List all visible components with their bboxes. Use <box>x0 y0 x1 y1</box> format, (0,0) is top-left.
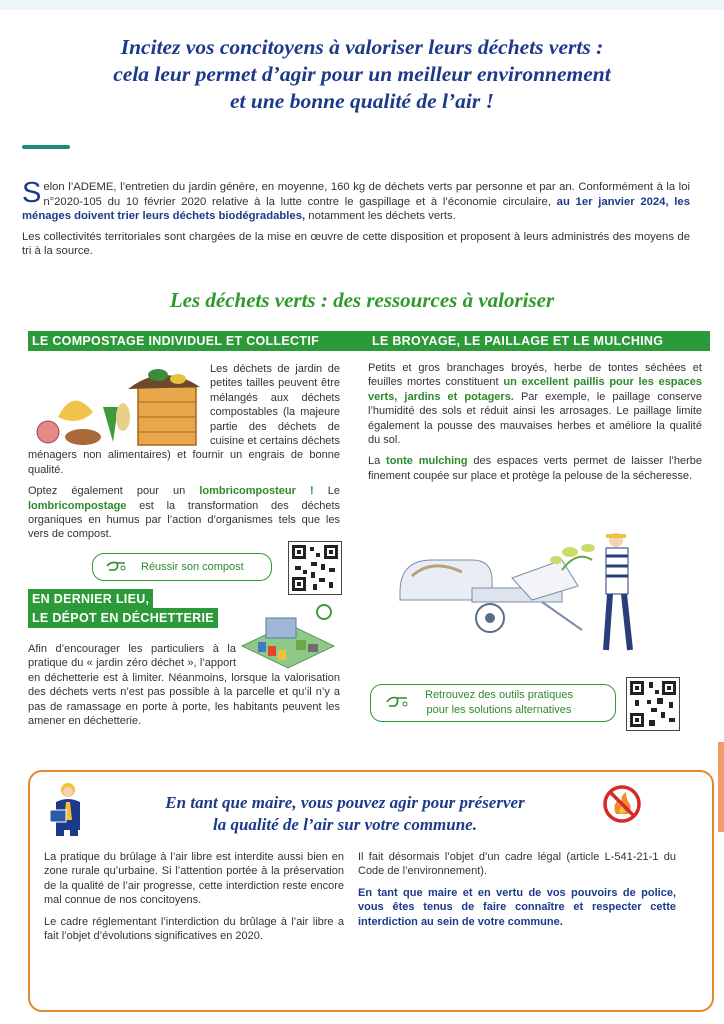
maire-left-text: La pratique du brûlage à l’air libre est interdite aussi bien en zone rurale qu’urbaine. Si l’attention portée à la préservation de la qualité de l’air progresse, cette interdiction reste encore mal connue de nos concitoyens. Le cadre réglementant l’interdiction du brûlage à l’air libre a fait l’objet d’évolutions significatives en 2020. <box>44 851 344 943</box>
tools-link-label-2: pour les solutions alternatives <box>426 704 572 716</box>
header-band <box>0 0 724 10</box>
dechetterie-text: Afin d’encourager les particuliers à la pratique du « jardin zéro déchet », l’apport en déchetterie est à limiter. Néanmoins, lorsque la valorisation des déchets verts n’est pas possible à la parcelle et qu’il n’y a pas de ramassage en porte à porte, les habitants peuvent les amener en déchetterie. <box>28 643 340 728</box>
intro-text: Selon l’ADEME, l’entretien du jardin génère, en moyenne, 160 kg de déchets verts par personne et par an. Conformément à la loi n°2020-105 du 10 février 2020 relative à la lutte contre le gaspillage et à l’économie circulaire, au 1er janvier 2024, les ménages doivent trier leurs déchets biodégradables, notamment les déchets verts. Les collectivités territoriales sont chargées de la mise en œuvre de cette disposition et proposent à leurs administrés des moyens de tri à la source. <box>22 177 690 258</box>
drop-cap: S <box>22 177 42 209</box>
accent-divider <box>22 145 70 149</box>
compost-link-label: Réussir son compost <box>141 561 244 573</box>
tools-link-label-1: Retrouvez des outils pratiques <box>425 689 573 701</box>
page-title: Incitez vos concitoyens à valoriser leurs déchets verts : cela leur permet d’agir pour un meilleur environnement et une bonne qualité de l’air ! <box>113 35 611 113</box>
section-title: Les déchets verts : des ressources à valoriser <box>169 288 555 312</box>
tools-link-button[interactable] <box>370 684 616 722</box>
compost-banner: LE COMPOSTAGE INDIVIDUEL ET COLLECTIF <box>28 331 370 351</box>
broyage-text: Petits et gros branchages broyés, herbe de tontes séchées et feuilles mortes constituent un excellent paillis pour les espaces verts, jardins et potagers. Par exemple, le paillage conserve l’humidité des sols et réduit ainsi les arrosages. Le paillage limite également la pousse des mauvaises herbes et améliore la qualité du sol. La tonte mulching des espaces verts permet de laisser l’herbe finement coupée sur place et protège la pelouse de la sécheresse. <box>368 362 703 482</box>
no-burning-icon <box>602 784 642 824</box>
broyage-illustration <box>392 530 640 658</box>
compost-link-button[interactable] <box>92 553 272 581</box>
qr-code-compost[interactable] <box>288 541 342 595</box>
maire-right-text: Il fait désormais l’objet d’un cadre légal (article L-541-21-1 du Code de l’environnement). En tant que maire et en vertu de vos pouvoirs de police, vous êtes tenus de faire connaître et respecter cette interdiction au sein de votre commune. <box>358 851 676 928</box>
dechetterie-banner-2: LE DÉPOT EN DÉCHETTERIE <box>28 608 218 628</box>
maire-title: En tant que maire, vous pouvez agir pour préserver la qualité de l’air sur votre commune. <box>165 793 525 834</box>
page-edge-tab <box>718 742 724 832</box>
qr-code-tools[interactable] <box>626 677 680 731</box>
broyage-banner: LE BROYAGE, LE PAILLAGE ET LE MULCHING <box>368 331 710 351</box>
mayor-illustration <box>46 780 86 836</box>
hand-click-icon <box>385 694 409 713</box>
compost-paragraph-1: Les déchets de jardin de petites tailles peuvent être mélangés aux déchets compostables (la majeure partie des déchets de cuisine et certains déchets ménagers non alimentaires) et fournir un engrais de bonne qualité. Optez également pour un lombricomposteur ! Le lombricompostage est la transformation des déchets organiques en humus par l’action d’organismes tels que les vers de compost. <box>28 363 341 541</box>
dechetterie-banner-1: EN DERNIER LIEU, <box>28 589 153 609</box>
hand-click-icon <box>105 559 127 576</box>
